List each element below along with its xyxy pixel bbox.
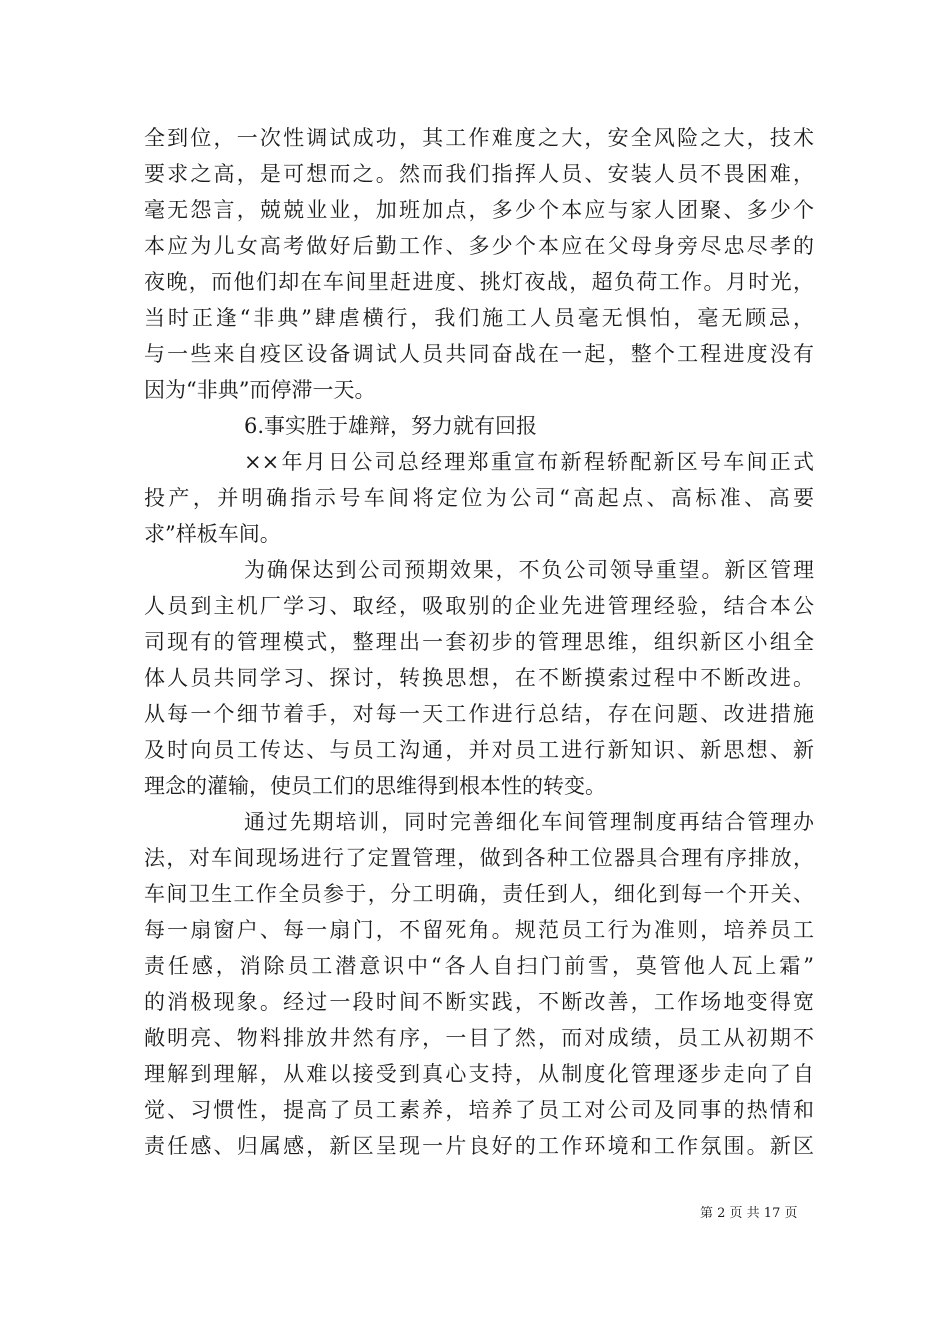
text-line: 夜晚，而他们却在车间里赶进度、挑灯夜战，超负荷工作。月时光， [144, 270, 814, 294]
text-line: 人员到主机厂学习、取经，吸取别的企业先进管理经验，结合本公 [144, 594, 814, 618]
text-line: 责任感，消除员工潜意识中“各人自扫门前雪，莫管他人瓦上霜” [144, 954, 814, 978]
text-line: 觉、习惯性，提高了员工素养，培养了员工对公司及同事的热情和 [144, 1098, 814, 1122]
text-line: 及时向员工传达、与员工沟通，并对员工进行新知识、新思想、新 [144, 738, 814, 762]
text-line: 法，对车间现场进行了定置管理，做到各种工位器具合理有序排放， [144, 846, 814, 870]
body-text [144, 120, 814, 1164]
text-line: 理解到理解，从难以接受到真心支持，从制度化管理逐步走向了自 [144, 1062, 814, 1086]
text-line: 投产，并明确指示号车间将定位为公司“高起点、高标准、高要 [144, 486, 814, 510]
text-line: 车间卫生工作全员参于，分工明确，责任到人，细化到每一个开关、 [144, 882, 814, 906]
text-line: 从每一个细节着手，对每一天工作进行总结，存在问题、改进措施 [144, 702, 814, 726]
text-line: 与一些来自疫区设备调试人员共同奋战在一起，整个工程进度没有 [144, 342, 814, 366]
text-line: 体人员共同学习、探讨，转换思想，在不断摸索过程中不断改进。 [144, 666, 814, 690]
text-line: 为确保达到公司预期效果，不负公司领导重望。新区管理 [244, 558, 814, 582]
text-line: 每一扇窗户、每一扇门，不留死角。规范员工行为准则，培养员工 [144, 918, 814, 942]
text-line: 因为“非典”而停滞一天。 [144, 378, 376, 402]
page-number-footer: 第 2 页 共 17 页 [700, 1206, 798, 1221]
section-heading: 6.事实胜于雄辩，努力就有回报 [244, 414, 538, 438]
text-line: 求”样板车间。 [144, 522, 281, 546]
text-line: 通过先期培训，同时完善细化车间管理制度再结合管理办 [244, 810, 814, 834]
text-line: 司现有的管理模式，整理出一套初步的管理思维，组织新区小组全 [144, 630, 814, 654]
text-line: 本应为儿女高考做好后勤工作、多少个本应在父母身旁尽忠尽孝的 [144, 234, 814, 258]
text-line: 理念的灌输，使员工们的思维得到根本性的转变。 [144, 774, 606, 798]
text-line: 全到位，一次性调试成功，其工作难度之大，安全风险之大，技术 [144, 126, 814, 150]
text-line: 的消极现象。经过一段时间不断实践，不断改善，工作场地变得宽 [144, 990, 814, 1014]
text-line: ××年月日公司总经理郑重宣布新程轿配新区号车间正式 [244, 450, 814, 474]
text-line: 当时正逢“非典”肆虐横行，我们施工人员毫无惧怕，毫无顾忌， [144, 306, 814, 330]
text-line: 要求之高，是可想而之。然而我们指挥人员、安装人员不畏困难， [144, 162, 814, 186]
text-line: 责任感、归属感，新区呈现一片良好的工作环境和工作氛围。新区 [144, 1134, 814, 1158]
text-line: 敞明亮、物料排放井然有序，一目了然，而对成绩，员工从初期不 [144, 1026, 814, 1050]
text-line: 毫无怨言，兢兢业业，加班加点，多少个本应与家人团聚、多少个 [144, 198, 814, 222]
